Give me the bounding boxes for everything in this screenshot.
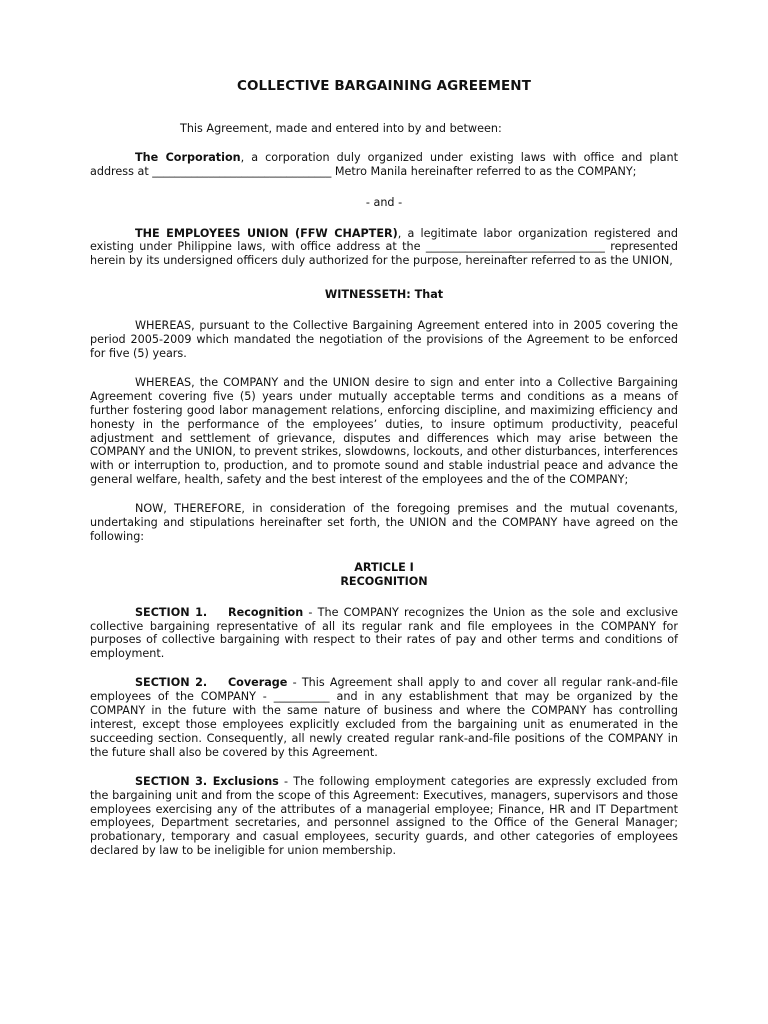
section-3-label: SECTION 3. Exclusions (135, 774, 279, 788)
intro-line: This Agreement, made and entered into by and between: (180, 121, 502, 135)
section-2-text: - This Agreement shall apply to and cover all regular rank-and-file employees of the COMPANY - __________ and in any establishment that may be organized by the COMPANY in the future with the same nature of business and where the COMPANY has controlling interest, except those employees explicitly excluded from the bargaining unit as enumerated in the succeeding section. Consequently, all newly created regular rank-and-file positions of the COMPANY in the future shall also be covered by this Agreement. (90, 676, 678, 759)
now-therefore-paragraph: NOW, THEREFORE, in consideration of the foregoing premises and the mutual covenants, undertaking and stipulations hereinafter set forth, the UNION and the COMPANY have agreed on the following: (90, 502, 678, 543)
union-text: , a legitimate labor organization registered and existing under Philippine laws, with office address at the ________________________________ represented herein by its undersigned officers duly authorized for the purpose, hereinafter referred to as the UNION, (90, 226, 678, 268)
section-3-paragraph (90, 775, 678, 858)
corporation-text: , a corporation duly organized under existing laws with office and plant address at ________________________________ Metro Manila hereinafter referred to as the COMPANY; (90, 150, 679, 178)
section-3-text: - The following employment categories are expressly excluded from the bargaining unit and from the scope of this Agreement: Executives, managers, supervisors and those employees exercising any of the attributes of a managerial employee; Finance, HR and IT Department employees, Department secretaries, and personnel assigned to the Office of the General Manager; probationary, temporary and casual employees, security guards, and other categories of employees declared by law to be ineligible for union membership. (90, 774, 679, 858)
whereas-paragraph-1: WHEREAS, pursuant to the Collective Bargaining Agreement entered into in 2005 covering the period 2005-2009 which mandated the negotiation of the provisions of the Agreement to be enforced for five (5) years. (90, 319, 678, 360)
corporation-paragraph (90, 151, 678, 179)
section-1-paragraph (90, 606, 678, 662)
section-1-heading: Recognition (228, 605, 304, 619)
document-title: COLLECTIVE BARGAINING AGREEMENT (236, 78, 532, 94)
section-2-paragraph (90, 676, 678, 759)
article-title: RECOGNITION (340, 574, 428, 588)
section-1-label: SECTION 1. (135, 605, 208, 619)
section-2-label: SECTION 2. (135, 676, 208, 690)
whereas-paragraph-2: WHEREAS, the COMPANY and the UNION desire to sign and enter into a Collective Bargaining Agreement covering five (5) years under mutually acceptable terms and conditions as a means of further fostering good labor management relations, enforcing discipline, and maximizing efficiency and honesty in the performance of the employees’ duties, to insure optimum productivity, peaceful adjustment and settlement of grievance, disputes and differences which may arise between the COMPANY and the UNION, to prevent strikes, slowdowns, lockouts, and other disturbances, interferences with or interruption to, production, and to promote sound and stable industrial peace and advance the general welfare, health, safety and the best interest of the employees and the of the COMPANY; (90, 375, 678, 487)
and-separator: - and - (365, 195, 403, 209)
document-body (90, 80, 678, 858)
union-paragraph (90, 227, 678, 269)
section-1-text: - The COMPANY recognizes the Union as the sole and exclusive collective bargaining representative of all its regular rank and file employees in the COMPANY for purposes of collective bargaining with respect to their rates of pay and other terms and conditions of employment. (90, 605, 678, 661)
section-2-heading: Coverage (227, 676, 288, 690)
article-number: ARTICLE I (354, 560, 414, 574)
witnesseth-heading: WITNESSETH: That (324, 288, 444, 302)
union-name: THE EMPLOYEES UNION (FFW CHAPTER) (135, 226, 398, 240)
corporation-name: The Corporation (135, 150, 241, 164)
